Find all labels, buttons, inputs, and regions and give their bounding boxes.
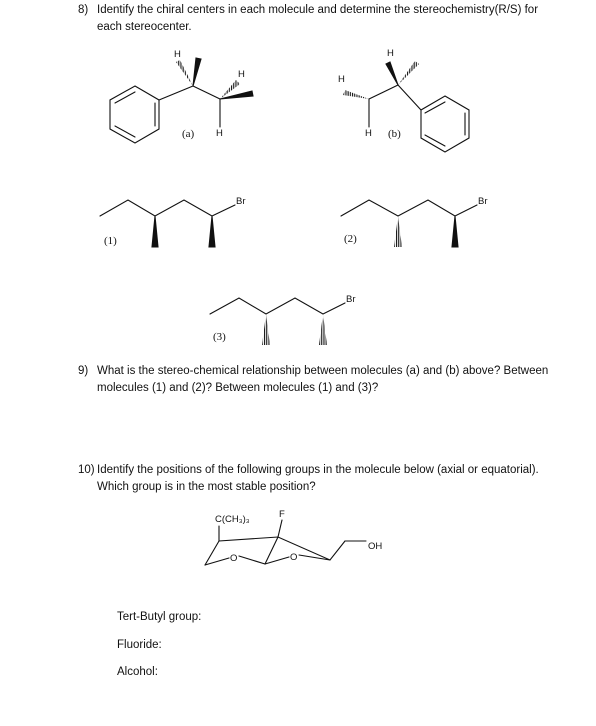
benzene-ring-a <box>110 86 159 143</box>
answer-alcohol-label: Alcohol: <box>117 666 158 678</box>
question-10-line1: Identify the positions of the following groups in the molecule below (axial or equatorial). <box>97 464 539 476</box>
wedge-bond-a1 <box>193 58 201 86</box>
label-3: (3) <box>213 331 226 343</box>
atom-o-1: O <box>230 553 238 564</box>
hash-bond-a1 <box>176 60 193 86</box>
benzene-ring-b <box>421 96 469 152</box>
atom-h-a1: H <box>174 49 181 60</box>
label-a: (a) <box>182 128 195 140</box>
atom-br-1: Br <box>236 196 246 207</box>
atom-o-2: O <box>290 552 298 563</box>
atom-h-b1: H <box>387 48 394 59</box>
atom-br-2: Br <box>478 196 488 207</box>
question-9-line2: molecules (1) and (2)? Between molecules (1) and (3)? <box>97 382 379 394</box>
atom-h-b2: H <box>338 74 345 85</box>
question-8-line2: each stereocenter. <box>97 21 192 33</box>
hash-bond-3b <box>319 314 327 345</box>
molecule-b <box>343 61 469 152</box>
q8-number: 8) <box>78 4 89 16</box>
question-10-number: 10) <box>78 464 95 476</box>
molecule-1 <box>100 200 235 247</box>
question-9-line1: What is the stereo-chemical relationship between molecules (a) and (b) above? Between <box>97 365 549 377</box>
label-1: (1) <box>104 235 117 247</box>
answer-fluoride-label: Fluoride: <box>117 639 162 651</box>
atom-h-b3: H <box>365 128 372 139</box>
atom-h-a3: H <box>216 128 223 139</box>
atom-br-3: Br <box>346 294 356 305</box>
question-9-number: 9) <box>78 365 89 377</box>
hash-bond-b2 <box>343 90 369 99</box>
wedge-bond-1a <box>152 216 158 247</box>
hash-bond-b1 <box>398 61 419 85</box>
atom-f: F <box>279 509 285 520</box>
wedge-bond-b1 <box>386 62 398 85</box>
atom-oh: OH <box>368 541 383 552</box>
atom-h-a2: H <box>238 69 245 80</box>
atom-tbutyl: C(CH₃)₃ <box>215 514 250 525</box>
label-2: (2) <box>344 233 357 245</box>
question-8-line1: Identify the chiral centers in each molecule and determine the stereochemistry(R/S) for <box>97 4 539 16</box>
hash-bond-2a <box>394 216 402 247</box>
wedge-bond-1b <box>209 216 215 247</box>
molecule-2 <box>341 200 477 247</box>
molecule-3 <box>210 298 345 345</box>
wedge-bond-2b <box>452 216 458 247</box>
label-b: (b) <box>388 128 401 140</box>
answer-tbutyl-label: Tert-Butyl group: <box>117 611 202 623</box>
hash-bond-3a <box>262 314 270 345</box>
question-10-line2: Which group is in the most stable position? <box>97 481 316 493</box>
